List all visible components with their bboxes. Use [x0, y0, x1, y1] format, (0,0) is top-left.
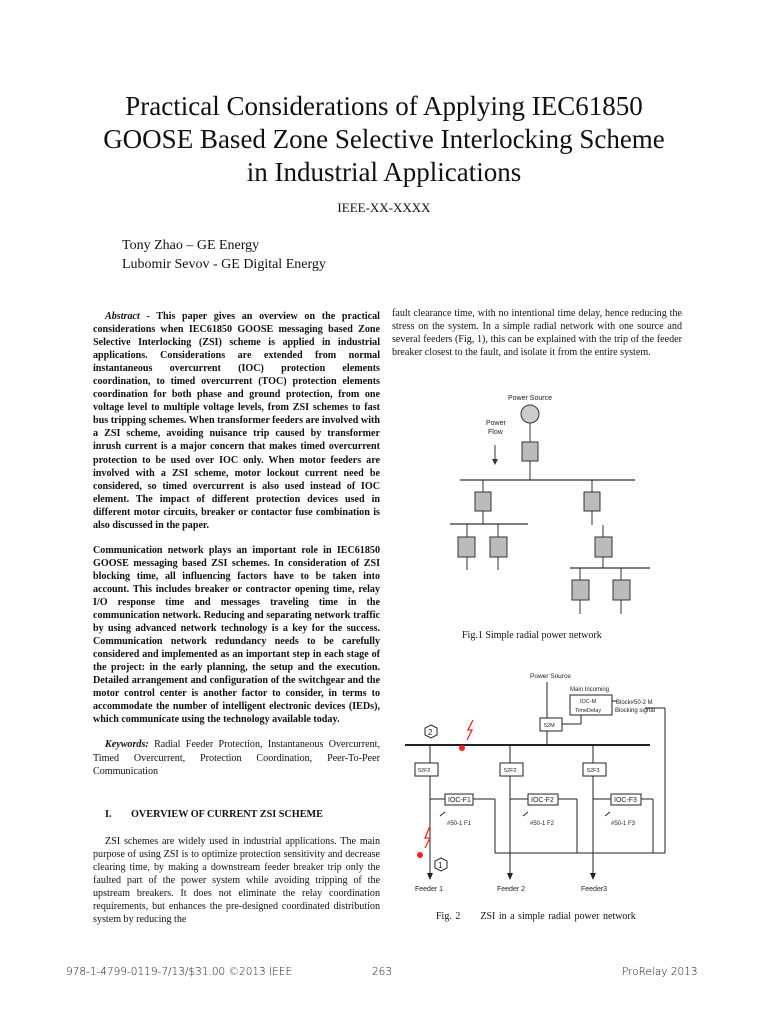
abstract	[93, 310, 380, 532]
section-heading	[93, 808, 380, 821]
author: Tony Zhao – GE Energy	[122, 238, 260, 253]
figure-2-caption-number: Fig. 2	[436, 911, 461, 922]
section-number: I.	[105, 808, 112, 820]
relay-label: #50-1 F3	[611, 821, 636, 827]
document-id: IEEE-XX-XXXX	[337, 200, 431, 215]
marker-2-label: 2	[428, 728, 433, 737]
figure-2-caption-text: ZSI in a simple radial power network	[480, 911, 636, 922]
title-line: GOOSE Based Zone Selective Interlocking Scheme	[103, 124, 665, 154]
fig1-flow-label: Power	[486, 420, 506, 427]
figure-1-caption: Fig.1 Simple radial power network	[462, 630, 602, 641]
ioc-feeder-label: IOC-F2	[531, 797, 554, 804]
main-incoming-label: Main Incoming	[570, 687, 610, 693]
author-list	[122, 236, 326, 274]
paper-title	[60, 90, 708, 189]
source-circle	[521, 405, 539, 423]
arrow-icon	[492, 459, 498, 465]
abstract-label: Abstract	[105, 311, 140, 322]
fig1-source-label: Power Source	[508, 395, 552, 402]
main-breaker-label: 52M	[544, 723, 555, 729]
feeder-breaker-label: 52F2	[418, 768, 431, 774]
keywords-label: Keywords:	[105, 739, 149, 751]
section-title: OVERVIEW OF CURRENT ZSI SCHEME	[131, 808, 323, 820]
lightning-icon	[417, 720, 473, 858]
right-column	[392, 307, 682, 359]
marker-1-label: 1	[438, 861, 443, 870]
feeder-breaker-label: 52F3	[587, 768, 600, 774]
blocking-signal-label: Blocking signal	[615, 708, 656, 714]
feeder-breaker-label: 52F2	[504, 768, 517, 774]
title-line: in Industrial Applications	[246, 157, 522, 187]
ioc-feeder-label: IOC-F1	[448, 797, 471, 804]
feeder-label: Feeder3	[581, 886, 608, 893]
left-column	[93, 310, 380, 926]
fig2-source-label: Power Source	[530, 673, 571, 680]
ioc-feeder-label: IOC-F3	[614, 797, 637, 804]
author: Lubomir Sevov - GE Digital Energy	[122, 257, 326, 272]
feeder-label: Feeder 2	[497, 886, 526, 893]
abstract-text: - This paper gives an overview on the practical considerations when IEC61850 GOOSE messaging based Zone Selective Interlocking (ZSI) scheme is applied in industrial applications. Considerations are extended from normal instantaneous overcurrent (IOC) protection elements coordination, to timed overcurrent (TOC) protection elements coordination for both phase and ground protection, from one voltage level to multiple voltage levels, from ZSI schemes to fast bus tripping schemes. When transformer feeders are involved with a ZSI scheme, avoiding nuisance trip caused by transformer inrush current is a major concern that makes timed overcurrent protection to be used over IOC only. When motor feeders are involved with a ZSI scheme, motor lockout current need be considered, so timed overcurrent is also used instead of IOC element. The impact of different protection devices used in different motor circuits, breaker or contactor fuse combination is also discussed in the paper.	[93, 311, 380, 531]
keywords	[93, 738, 380, 777]
relay-label: #50-1 F2	[530, 821, 555, 827]
figure-2-diagram	[405, 668, 680, 900]
title-line: Practical Considerations of Applying IEC61850	[125, 91, 643, 121]
time-delay-label: TimeDelay	[575, 708, 602, 714]
relay-label: #50-1 F1	[447, 821, 472, 827]
keywords-text: Radial Feeder Protection, Instantaneous Overcurrent, Timed Overcurrent, Protection Coordination, Peer-To-Peer Communication	[93, 739, 380, 777]
feeder-label: Feeder 1	[415, 886, 444, 893]
footer-copyright: 978-1-4799-0119-7/13/$31.00 ©2013 IEEE	[66, 966, 293, 978]
section-body: ZSI schemes are widely used in industrial applications. The main purpose of using ZSI is to optimize protection sensitivity and decrease clearing time, by making a downstream feeder breaker trip only the faulted part of the power system while avoiding tripping of the upstream breakers. It does not eliminate the relay coordination requirements, but enhances the pre-designed coordinated distribution system by reducing the	[93, 835, 380, 925]
footer-conference: ProRelay 2013	[622, 966, 698, 978]
figure-2-caption	[436, 911, 636, 922]
block-label: Block#50-2 M	[616, 700, 653, 706]
fig1-flow-label: Flow	[488, 429, 503, 436]
ioc-m-label: IOC-M	[580, 699, 597, 705]
footer-page-number: 263	[372, 966, 393, 978]
right-column-text: fault clearance time, with no intentional time delay, hence reducing the stress on the system. In a simple radial network with one source and several feeders (Fig, 1), this can be explained with the trip of the feeder breaker closest to the fault, and isolate it from the entire system.	[392, 308, 682, 359]
abstract-paragraph-2: Communication network plays an important role in IEC61850 GOOSE messaging based ZSI schemes. In consideration of ZSI blocking time, all influencing factors have to be taken into account. This includes breaker or contractor opening time, relay I/O response time and messages traveling time in the communication network. Reducing and separating network traffic by using advanced network technology is a key for the success. Communication network redundancy needs to be carefully considered and implemented as an important step in each stage of the project: in the early planning, the setup and the execution. Detailed arrangement and configuration of the switchgear and the motor control center is another factor to consider, in terms to accommodate the number of intelligent electronic devices (IEDs), which communicate using the technology available today.	[93, 544, 380, 726]
figure-1-diagram	[440, 388, 660, 618]
